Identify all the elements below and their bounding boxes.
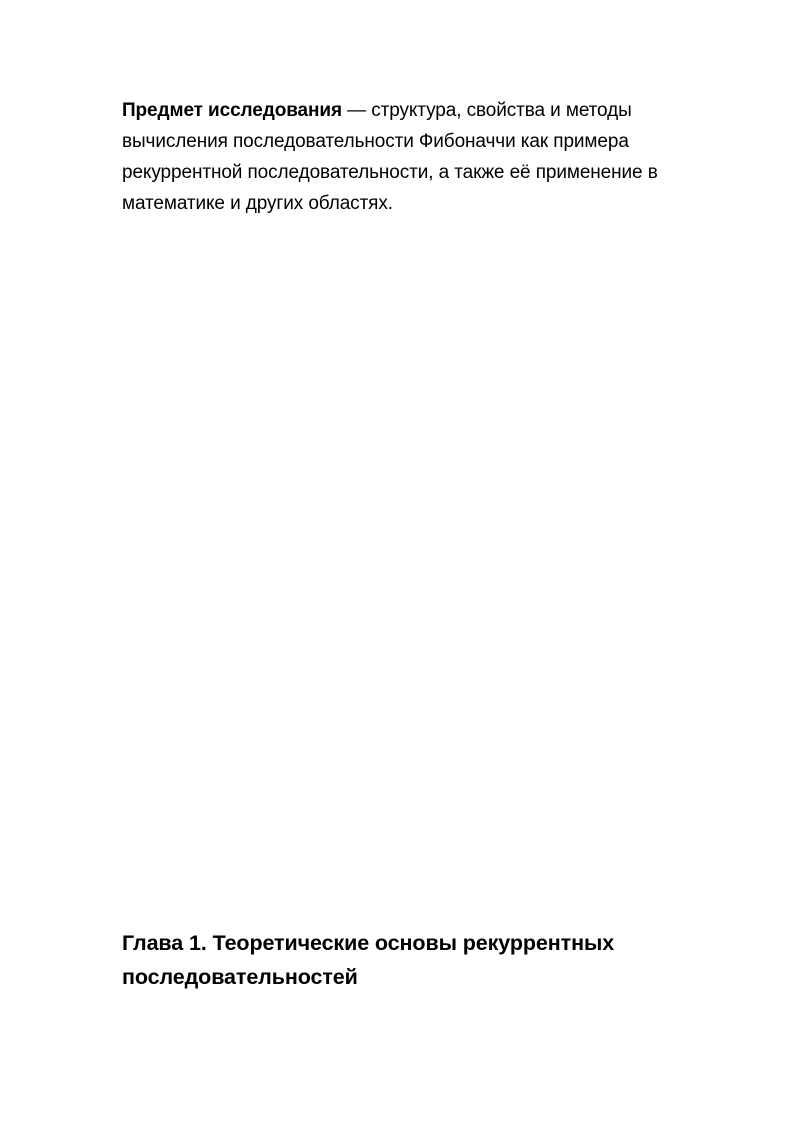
subject-description: — структура, свойства и методы вычисления последовательности Фибоначчи как примера рекуррентной последовательности, а также её применение в математике и других областях. bbox=[122, 100, 658, 214]
subject-paragraph bbox=[122, 95, 682, 219]
chapter-heading: Глава 1. Теоретические основы рекуррентных последовательностей bbox=[122, 931, 615, 989]
subject-term: Предмет исследования bbox=[122, 100, 342, 121]
